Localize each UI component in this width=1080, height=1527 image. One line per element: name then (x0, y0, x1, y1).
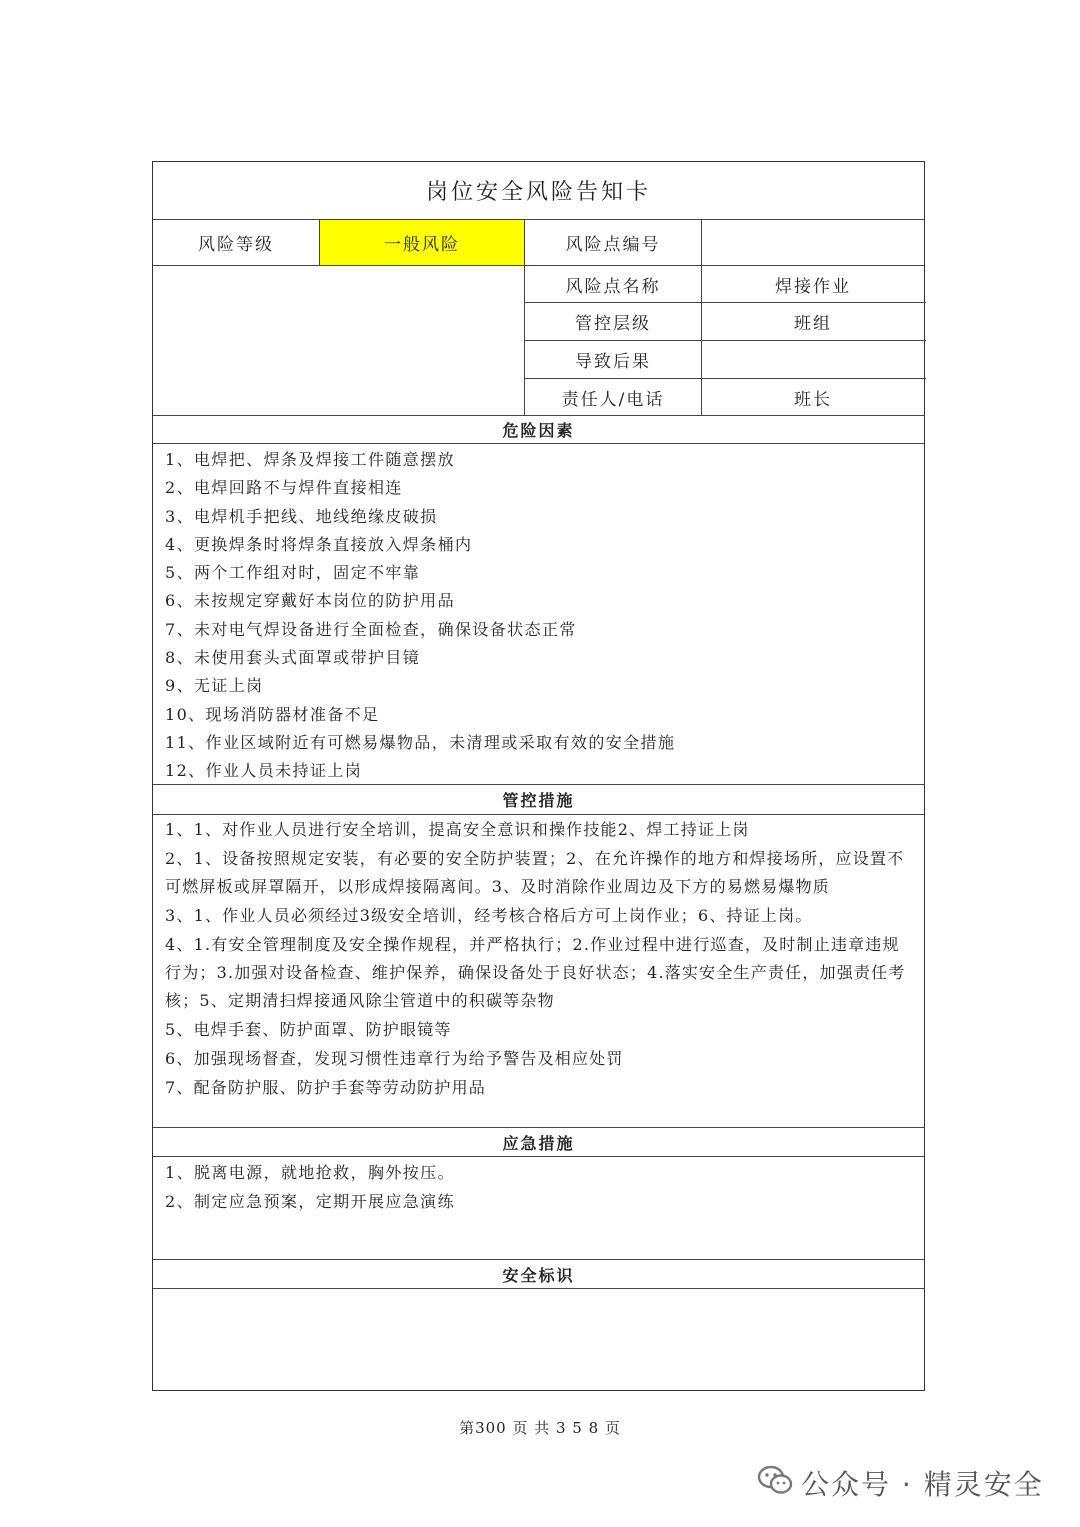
list-item: 7、未对电气焊设备进行全面检查，确保设备状态正常 (165, 619, 577, 639)
hazards-heading: 危险因素 (502, 421, 575, 440)
list-item: 1、电焊把、焊条及焊接工件随意摆放 (165, 450, 455, 469)
risk-level-value: 一般风险 (320, 220, 524, 265)
risk-point-no-value (702, 220, 924, 265)
watermark-text: 公众号 · 精灵安全 (801, 1468, 1044, 1501)
emergency-heading: 应急措施 (502, 1133, 575, 1153)
emergency-list (165, 1158, 910, 1216)
risk-card (152, 161, 925, 1391)
watermark (757, 1463, 1044, 1503)
list-item: 5、电焊手套、防护面罩、防护眼镜等 (165, 1020, 452, 1039)
list-item: 5、两个工作组对时，固定不牢靠 (165, 563, 421, 583)
control-level-value: 班组 (794, 314, 832, 334)
list-item: 6、未按规定穿戴好本岗位的防护用品 (165, 591, 455, 611)
list-item: 2、电焊回路不与焊件直接相连 (165, 478, 403, 498)
list-item: 6、加强现场督查，发现习惯性违章行为给予警告及相应处罚 (165, 1049, 624, 1068)
list-item: 12、作业人员未持证上岗 (165, 761, 363, 781)
list-item: 2、1、设备按照规定安装，有必要的安全防护装置；2、在允许操作的地方和焊接场所，应设置不可燃屏板或屏罩隔开，以形成焊接隔离间。3、及时消除作业周边及下方的易燃易爆物质 (165, 849, 905, 896)
list-item: 8、未使用套头式面罩或带护目镜 (165, 648, 421, 668)
list-item: 7、配备防护服、防护手套等劳动防护用品 (165, 1078, 486, 1097)
list-item: 3、电焊机手把线、地线绝缘皮破损 (165, 506, 438, 526)
risk-point-no-label: 风险点编号 (565, 235, 661, 255)
divider (153, 814, 924, 815)
consequence-value (702, 341, 924, 378)
risk-point-name-label: 风险点名称 (565, 276, 661, 297)
card-title: 岗位安全风险告知卡 (425, 180, 651, 205)
page-number: 第300 页 共 3 5 8 页 (459, 1419, 621, 1437)
control-level-label: 管控层级 (575, 314, 651, 334)
list-item: 1、1、对作业人员进行安全培训，提高安全意识和操作技能2、焊工持证上岗 (165, 820, 750, 839)
wechat-icon (757, 1465, 793, 1502)
list-item: 4、1.有安全管理制度及安全操作规程，并严格执行；2.作业过程中进行巡查，及时制止违章违规行为；3.加强对设备检查、维护保养，确保设备处于良好状态；4.落实安全生产责任，加强责任考核；5、定期清扫焊接通风除尘管道中的积碳等杂物 (165, 935, 906, 1010)
list-item: 11、作业区域附近有可燃易爆物品，未清理或采取有效的安全措施 (165, 732, 676, 752)
consequence-label: 导致后果 (575, 352, 651, 372)
divider (153, 1156, 924, 1157)
controls-list (165, 816, 910, 1103)
list-item: 2、制定应急预案，定期开展应急演练 (165, 1192, 455, 1211)
list-item: 4、更换焊条时将焊条直接放入焊条桶内 (165, 534, 473, 554)
risk-level-label: 风险等级 (198, 235, 274, 255)
hazards-list (165, 446, 910, 786)
list-item: 9、无证上岗 (165, 676, 264, 696)
list-item: 1、脱离电源，就地抢救，胸外按压。 (165, 1163, 455, 1182)
signs-heading: 安全标识 (502, 1265, 575, 1285)
controls-heading: 管控措施 (502, 791, 575, 810)
owner-label: 责任人/电话 (561, 389, 665, 410)
list-item: 3、1、作业人员必须经过3级安全培训，经考核合格后方可上岗作业；6、持证上岗。 (165, 906, 813, 925)
signs-area (153, 1289, 924, 1389)
list-item: 10、现场消防器材准备不足 (165, 704, 380, 724)
divider (153, 443, 924, 444)
owner-value: 班长 (794, 389, 832, 410)
risk-point-name-value: 焊接作业 (775, 276, 851, 297)
